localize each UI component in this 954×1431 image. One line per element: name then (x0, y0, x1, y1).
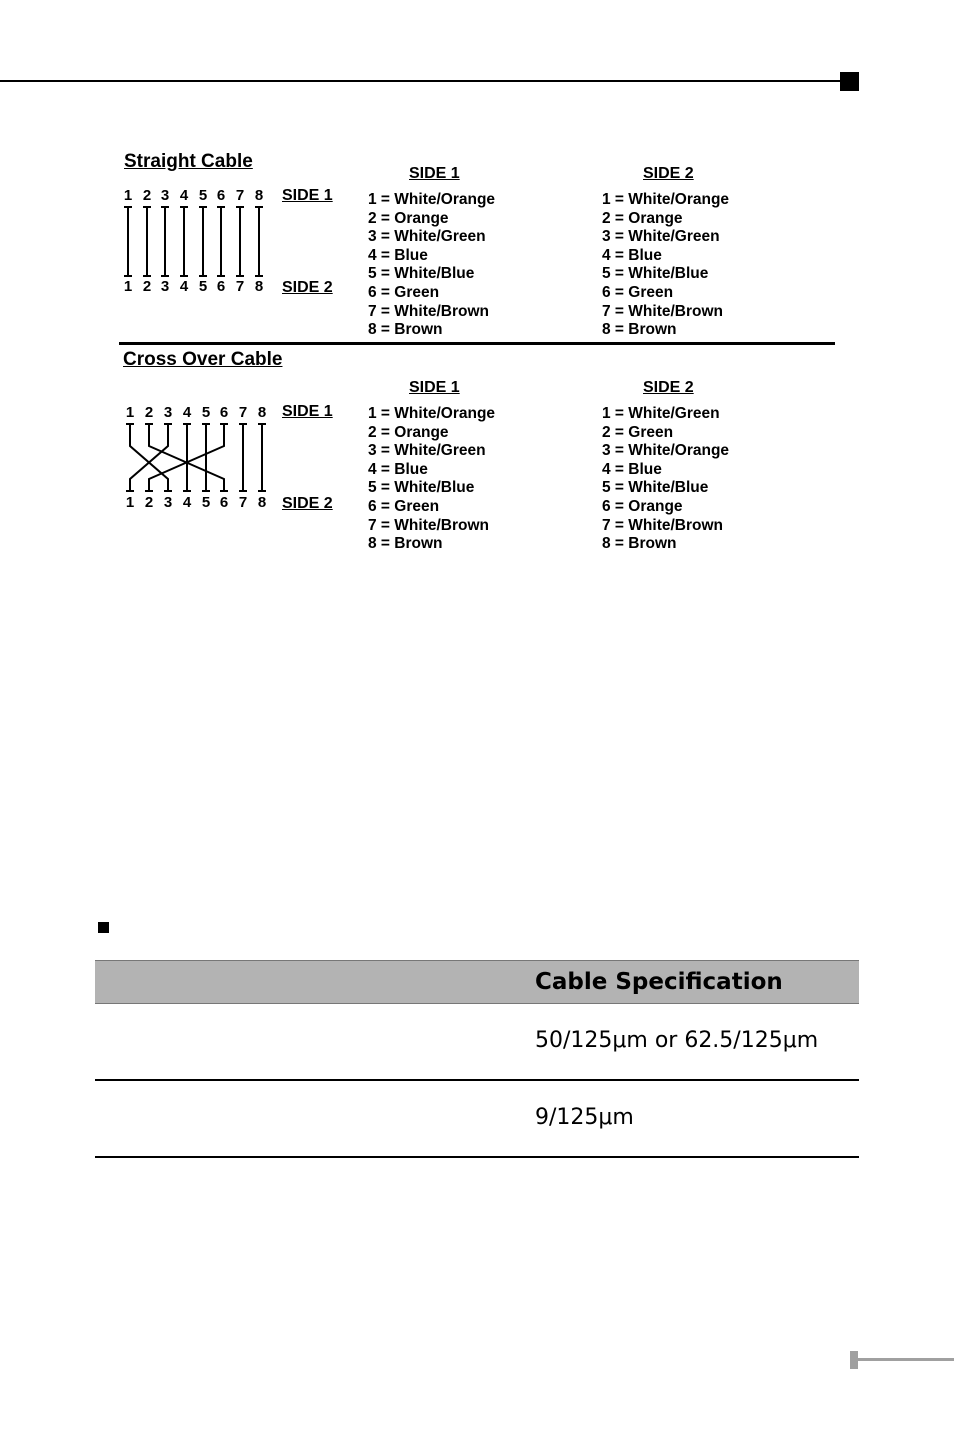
table-row (95, 1004, 859, 1081)
pin-assignment-item: 2 = Orange (368, 209, 449, 227)
pin-assignment-item: 6 = Green (368, 497, 440, 515)
straight-side2-label: SIDE 2 (282, 279, 333, 296)
pin-number: 3 (160, 278, 170, 295)
pin-assignment-item: 4 = Blue (602, 460, 662, 478)
crossover-side2-heading: SIDE 2 (643, 379, 694, 396)
pin-assignment-item: 8 = Brown (368, 321, 443, 339)
footer-rule (858, 1358, 954, 1361)
pin-assignment-item: 1 = White/Orange (368, 191, 496, 208)
pin-number: 8 (254, 278, 264, 295)
pin-assignment-item: 5 = White/Blue (602, 479, 709, 497)
pin-assignment-item: 8 = Brown (368, 535, 443, 553)
pin-assignment-item: 7 = White/Brown (368, 302, 489, 320)
pin-assignment-item: 1 = White/Green (602, 405, 720, 422)
pin-number: 3 (163, 494, 173, 511)
pin-number: 4 (179, 187, 189, 204)
pin-number: 7 (238, 494, 248, 511)
pin-assignment-item: 2 = Green (602, 423, 674, 441)
crossover-side1-heading: SIDE 1 (409, 379, 460, 396)
pin-assignment-item: 6 = Orange (602, 497, 683, 515)
straight-side1-label: SIDE 1 (282, 187, 333, 204)
pin-number: 5 (201, 494, 211, 511)
straight-side2-heading: SIDE 2 (643, 165, 694, 182)
table-row (95, 1081, 859, 1158)
pin-assignment-item: 8 = Brown (602, 321, 677, 339)
pin-assignment-item: 7 = White/Brown (602, 516, 723, 534)
pin-number: 8 (257, 404, 267, 421)
pin-assignment-item: 6 = Green (602, 283, 674, 301)
crossover-side2-pin-list (602, 405, 729, 554)
pin-assignment-item: 5 = White/Blue (368, 265, 475, 283)
pin-number: 6 (219, 494, 229, 511)
pin-number: 8 (257, 494, 267, 511)
pin-assignment-item: 4 = Blue (602, 246, 662, 264)
footer-marker (850, 1351, 858, 1369)
spec-table-cell: 50/125μm or 62.5/125μm (535, 1028, 819, 1053)
pin-assignment-item: 5 = White/Blue (602, 265, 709, 283)
pin-assignment-item: 1 = White/Orange (602, 191, 730, 208)
pin-assignment-item: 2 = Orange (368, 423, 449, 441)
crossover-cable-title: Cross Over Cable (123, 349, 283, 370)
spec-table-header-row (95, 960, 859, 1004)
pin-number: 4 (182, 494, 192, 511)
crossover-side1-pin-list (368, 405, 495, 554)
pin-assignment-item: 6 = Green (368, 283, 440, 301)
pin-number: 7 (235, 187, 245, 204)
pin-number: 2 (144, 404, 154, 421)
pin-assignment-item: 3 = White/Orange (602, 442, 730, 460)
crossover-side2-label: SIDE 2 (282, 495, 333, 512)
pin-number: 8 (254, 187, 264, 204)
pin-assignment-item: 8 = Brown (602, 535, 677, 553)
pin-assignment-item: 3 = White/Green (368, 442, 486, 460)
pin-assignment-item: 1 = White/Orange (368, 405, 496, 422)
pin-number: 2 (142, 187, 152, 204)
pin-number: 5 (201, 404, 211, 421)
spec-table-header: Cable Specification (535, 969, 783, 995)
pin-number: 2 (142, 278, 152, 295)
pin-number: 4 (179, 278, 189, 295)
straight-cable-title: Straight Cable (124, 151, 253, 172)
pin-number: 7 (238, 404, 248, 421)
pin-assignment-item: 7 = White/Brown (368, 516, 489, 534)
pin-number: 6 (216, 187, 226, 204)
pin-number: 6 (216, 278, 226, 295)
pin-number: 5 (198, 278, 208, 295)
pin-number: 3 (160, 187, 170, 204)
pin-assignment-item: 4 = Blue (368, 460, 428, 478)
pin-assignment-item: 7 = White/Brown (602, 302, 723, 320)
pin-number: 1 (123, 278, 133, 295)
pin-assignment-item: 3 = White/Green (602, 228, 720, 246)
pin-assignment-item: 4 = Blue (368, 246, 428, 264)
pin-number: 7 (235, 278, 245, 295)
bullet-square (98, 922, 109, 933)
pin-assignment-item: 5 = White/Blue (368, 479, 475, 497)
pin-number: 1 (123, 187, 133, 204)
pin-number: 1 (125, 494, 135, 511)
pin-number: 1 (125, 404, 135, 421)
pin-number: 2 (144, 494, 154, 511)
straight-side1-heading: SIDE 1 (409, 165, 460, 182)
spec-table-cell: 9/125μm (535, 1105, 634, 1130)
pin-assignment-item: 2 = Orange (602, 209, 683, 227)
crossover-side1-label: SIDE 1 (282, 403, 333, 420)
pin-number: 4 (182, 404, 192, 421)
cable-spec-table (95, 960, 859, 1158)
pin-number: 6 (219, 404, 229, 421)
pin-number: 5 (198, 187, 208, 204)
pin-number: 3 (163, 404, 173, 421)
pin-assignment-item: 3 = White/Green (368, 228, 486, 246)
